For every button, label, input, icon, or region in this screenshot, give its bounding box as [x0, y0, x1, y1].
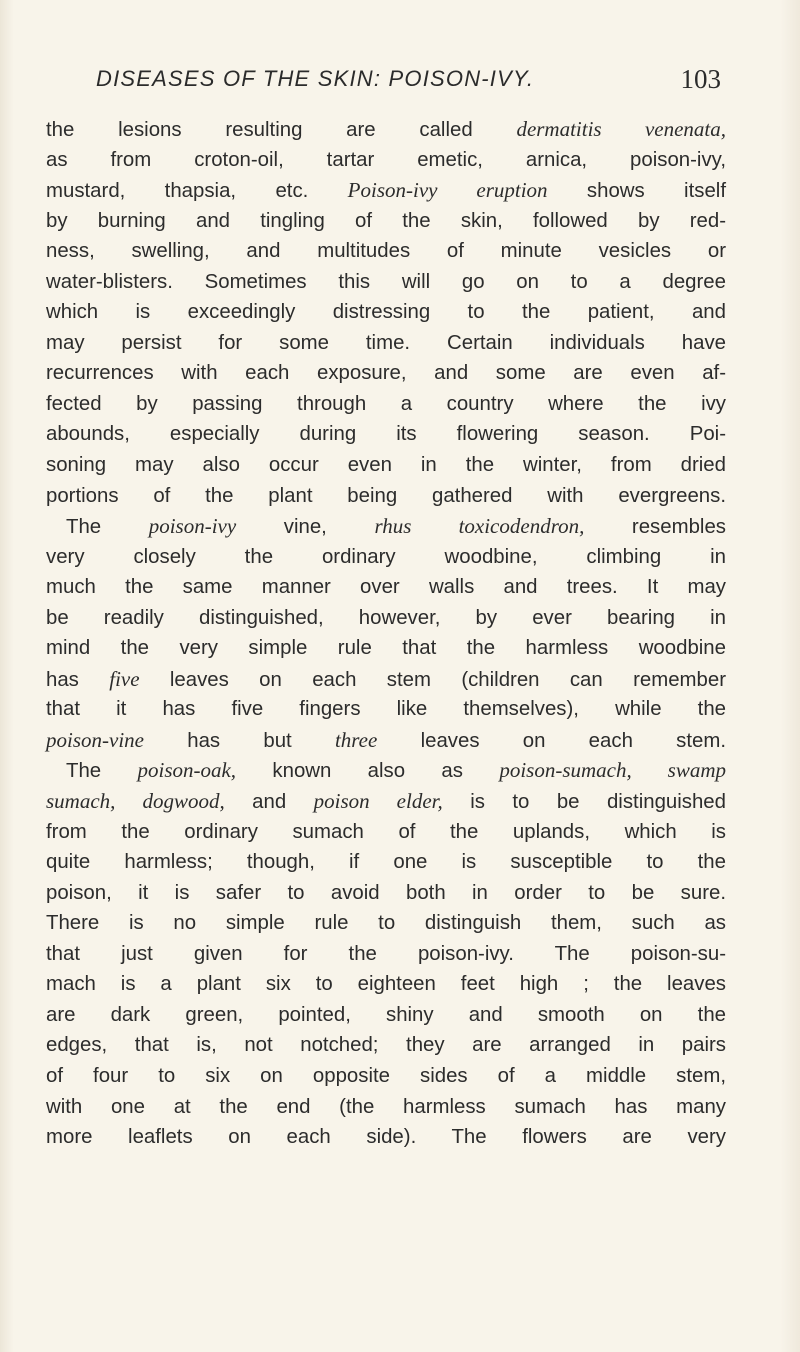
- text-run: has: [46, 668, 110, 691]
- italic-text: poison-oak,: [137, 758, 237, 783]
- text-run: The: [66, 516, 149, 539]
- text-line: [46, 633, 726, 664]
- text-line: [46, 786, 726, 817]
- text-line: [46, 328, 726, 359]
- text-run: leaves on each stem.: [377, 729, 727, 752]
- text-line: [46, 1030, 726, 1061]
- text-run: There is no simple rule to distinguish them, such as: [46, 912, 726, 935]
- italic-text: poison-vine: [46, 727, 144, 752]
- text-run: of four to six on opposite sides of a middle stem,: [46, 1064, 726, 1087]
- text-run: shows itself: [547, 180, 726, 203]
- text-run: be readily distinguished, however, by ever bearing in: [46, 606, 726, 629]
- text-run: portions of the plant being gathered with evergreens.: [46, 484, 726, 507]
- text-run: The: [66, 760, 138, 783]
- text-line: [46, 1122, 726, 1153]
- text-line: [46, 603, 726, 634]
- running-title: DISEASES OF THE SKIN: POISON-IVY.: [96, 66, 535, 91]
- text-run: as from croton-oil, tartar emetic, arnica, poison-ivy,: [46, 148, 726, 171]
- text-line: [46, 267, 726, 298]
- italic-text: three: [334, 727, 378, 752]
- italic-text: rhus toxicodendron,: [374, 514, 585, 539]
- text-line: [46, 572, 726, 603]
- text-run: may persist for some time. Certain individuals have: [46, 331, 726, 354]
- italic-text: sumach, dogwood,: [46, 789, 225, 814]
- text-line: [46, 297, 726, 328]
- text-line: [46, 542, 726, 573]
- text-run: mind the very simple rule that the harmless woodbine: [46, 637, 726, 660]
- text-run: fected by passing through a country where the ivy: [46, 392, 726, 415]
- text-line: [46, 1092, 726, 1123]
- text-line: [46, 1000, 726, 1031]
- page-number: 103: [680, 64, 721, 94]
- text-run: mach is a plant six to eighteen feet high ; the leaves: [46, 973, 726, 996]
- text-line: [46, 664, 726, 695]
- text-run: abounds, especially during its flowering season. Poi-: [46, 423, 726, 446]
- text-run: the lesions resulting are called: [46, 119, 517, 141]
- italic-text: poison elder,: [313, 789, 443, 814]
- text-run: edges, that is, not notched; they are arranged in pairs: [46, 1034, 726, 1057]
- text-run: soning may also occur even in the winter, from dried: [46, 454, 726, 477]
- text-line: [46, 969, 726, 1000]
- text-run: with one at the end (the harmless sumach has many: [46, 1095, 726, 1118]
- text-line: [46, 114, 726, 145]
- italic-text: poison-sumach, swamp: [499, 758, 726, 783]
- text-line: [46, 389, 726, 420]
- text-run: recurrences with each exposure, and some are even af-: [46, 362, 726, 385]
- text-run: much the same manner over walls and trees. It may: [46, 576, 726, 599]
- text-line: [46, 511, 726, 542]
- text-line: [46, 878, 726, 909]
- body-text: [46, 114, 726, 1153]
- text-run: vine,: [236, 516, 375, 539]
- text-run: known also as: [236, 760, 500, 783]
- text-run: quite harmless; though, if one is susceptible to the: [46, 851, 726, 874]
- text-line: [46, 755, 726, 786]
- text-run: from the ordinary sumach of the uplands, which is: [46, 820, 726, 843]
- text-run: is to be distinguished: [442, 791, 726, 814]
- text-run: that it has five fingers like themselves), while the: [46, 698, 726, 721]
- text-line: [46, 236, 726, 267]
- italic-text: dermatitis venenata,: [516, 117, 726, 141]
- text-run: by burning and tingling of the skin, followed by red-: [46, 209, 726, 232]
- text-run: water-blisters. Sometimes this will go on to a degree: [46, 270, 726, 293]
- text-line: [46, 481, 726, 512]
- text-run: more leaflets on each side). The flowers are very: [46, 1126, 726, 1149]
- text-run: ness, swelling, and multitudes of minute vesicles or: [46, 240, 726, 263]
- text-run: that just given for the poison-ivy. The poison-su-: [46, 942, 726, 965]
- text-run: very closely the ordinary woodbine, climbing in: [46, 545, 726, 568]
- text-line: [46, 908, 726, 939]
- text-line: [46, 939, 726, 970]
- text-run: mustard, thapsia, etc.: [46, 180, 348, 203]
- text-line: [46, 1061, 726, 1092]
- italic-text: Poison-ivy eruption: [347, 178, 548, 203]
- text-run: and: [224, 791, 314, 814]
- text-line: [46, 358, 726, 389]
- text-line: [46, 847, 726, 878]
- text-line: [46, 145, 726, 176]
- text-line: [46, 175, 726, 206]
- text-line: [46, 817, 726, 848]
- text-line: [46, 419, 726, 450]
- page-header: [96, 66, 721, 102]
- text-line: [46, 725, 726, 756]
- text-run: are dark green, pointed, shiny and smooth on the: [46, 1003, 726, 1026]
- text-line: [46, 206, 726, 237]
- text-line: [46, 450, 726, 481]
- text-run: has but: [143, 729, 335, 752]
- text-run: leaves on each stem (children can remember: [139, 668, 726, 691]
- text-run: which is exceedingly distressing to the patient, and: [46, 301, 726, 324]
- text-line: [46, 694, 726, 725]
- text-run: resembles: [584, 516, 726, 539]
- italic-text: poison-ivy: [148, 514, 237, 539]
- italic-text: five: [109, 666, 140, 691]
- text-run: poison, it is safer to avoid both in order to be sure.: [46, 881, 726, 904]
